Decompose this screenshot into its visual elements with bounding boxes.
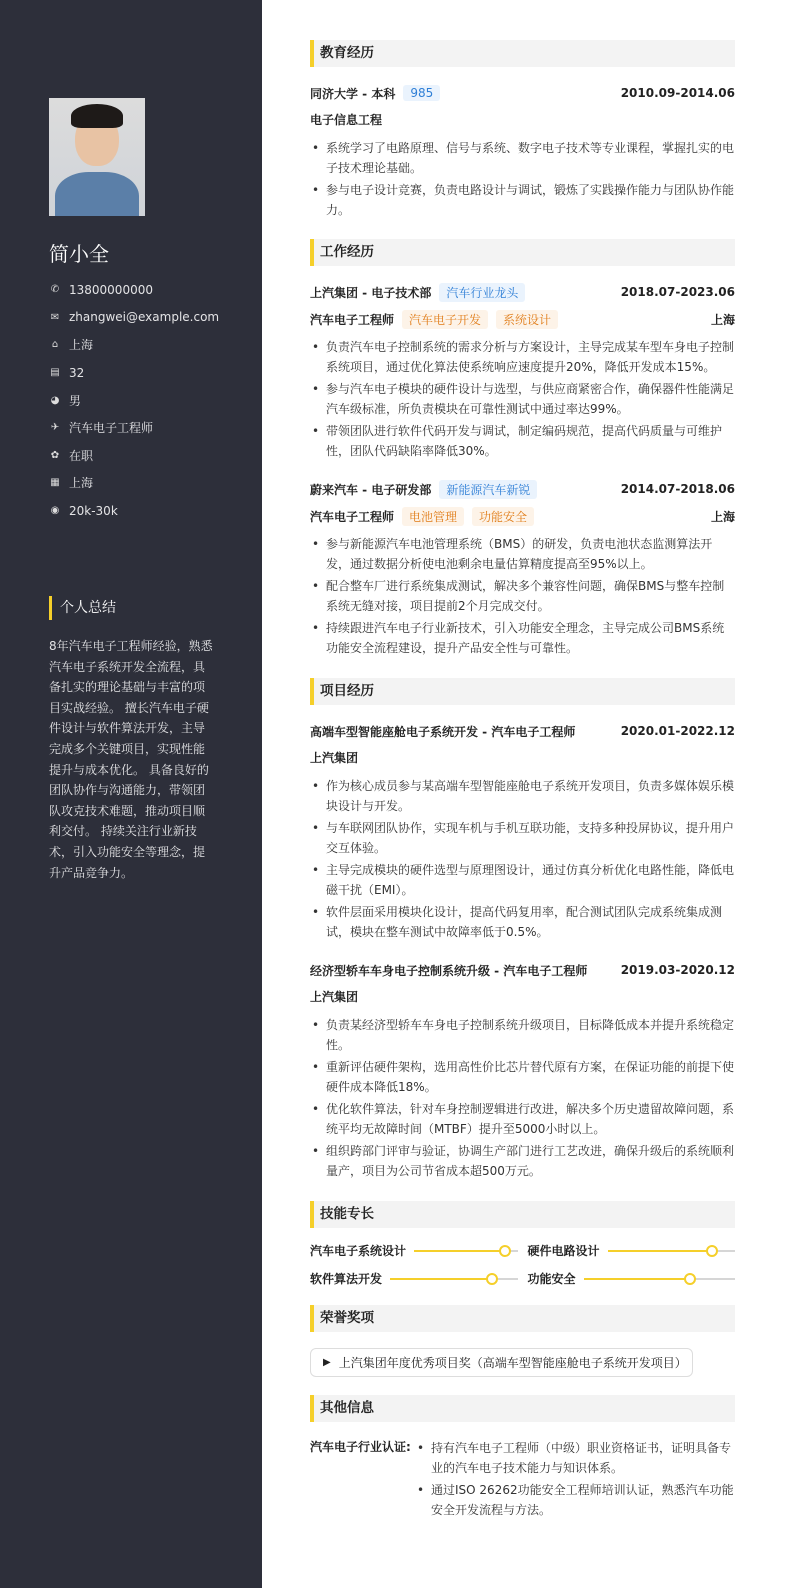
date: 2020.01-2022.12 — [620, 724, 735, 738]
bullet-list — [310, 776, 735, 942]
summary-text: 8年汽车电子工程师经验，熟悉汽车电子系统开发全流程，具备扎实的理论基础与丰富的项目实战经验。 擅长汽车电子硬件设计与软件算法开发，主导完成多个关键项目，实现性能提升与成本优化。 具备良好的团队协作与沟通能力，带领团队攻克技术难题，推动项目顺利交付。 持续关注行业新技术，引入功能安全等理念，提升产品竞争力。 — [49, 639, 213, 880]
project-name: 经济型轿车车身电子控制系统升级 - 汽车电子工程师 — [310, 963, 588, 978]
skill-tag: 电池管理 — [402, 507, 464, 526]
bullet-item: • 负责汽车电子控制系统的需求分析与方案设计，主导完成某车型车身电子控制系统项目，通过优化算法使系统响应速度提升20%，降低开发成本15%。 — [310, 337, 735, 377]
mail-icon: ✉ — [50, 311, 60, 323]
job-icon: ✈ — [50, 422, 60, 434]
skill-thumb[interactable] — [684, 1273, 696, 1285]
contact-text: 20k-30k — [69, 503, 118, 518]
bullet-item: • 参与新能源汽车电池管理系统（BMS）的研发，负责电池状态监测算法开发，通过数据分析使电池剩余电量估算精度提高至95%以上。 — [310, 534, 735, 574]
contact-text: 32 — [69, 365, 85, 380]
bullet-item: • 参与电子设计竞赛，负责电路设计与调试，锻炼了实践操作能力与团队协作能力。 — [310, 180, 735, 220]
date: 2018.07-2023.06 — [620, 285, 735, 299]
summary-title: 个人总结 — [49, 596, 116, 620]
bullet-item: • 软件层面采用模块化设计，提高代码复用率，配合测试团队完成系统集成测试，模块在整车测试中故障率低于0.5%。 — [310, 902, 735, 942]
contact-item — [49, 386, 249, 414]
contact-text: 男 — [69, 393, 82, 408]
sidebar — [0, 0, 262, 1588]
bullet-item: • 主导完成模块的硬件选型与原理图设计，通过仿真分析优化电路性能，降低电磁干扰（EMI）。 — [310, 860, 735, 900]
contact-item — [49, 497, 249, 525]
skill-tag: 汽车电子开发 — [402, 310, 488, 329]
role: 汽车电子工程师 — [310, 509, 395, 524]
bullet-item: • 重新评估硬件架构，选用高性价比芯片替代原有方案，在保证功能的前提下使硬件成本降低18%。 — [310, 1057, 735, 1097]
honor-item[interactable] — [310, 1348, 693, 1377]
bullet-list — [310, 337, 735, 461]
bullet-item: • 带领团队进行软件代码开发与调试，制定编码规范，提高代码质量与可维护性，团队代码缺陷率降低30%。 — [310, 421, 735, 461]
home-icon: ⌂ — [51, 339, 59, 351]
skill-thumb[interactable] — [486, 1273, 498, 1285]
skill-thumb[interactable] — [706, 1245, 718, 1257]
bullet-item: • 负责某经济型轿车车身电子控制系统升级项目，目标降低成本并提升系统稳定性。 — [310, 1015, 735, 1055]
salary-icon: ◉ — [50, 505, 60, 517]
phone-icon: ✆ — [50, 284, 60, 296]
candidate-name: 简小全 — [49, 242, 109, 266]
education-row — [310, 83, 735, 103]
project-org: 上汽集团 — [310, 990, 359, 1004]
bullet-item: • 通过ISO 26262功能安全工程师培训认证，熟悉汽车功能安全开发流程与方法。 — [415, 1480, 735, 1520]
city-icon: ▦ — [50, 477, 60, 489]
skill-item — [310, 1242, 518, 1259]
age-icon: ▤ — [50, 367, 60, 379]
project-name: 高端车型智能座舱电子系统开发 - 汽车电子工程师 — [310, 724, 576, 739]
bullet-item: • 参与汽车电子模块的硬件设计与选型，与供应商紧密合作，确保器件性能满足汽车级标准，所负责模块在可靠性测试中通过率达99%。 — [310, 379, 735, 419]
contact-item — [49, 469, 249, 497]
contact-item — [49, 331, 249, 359]
bullet-item: • 与车联网团队协作，实现车机与手机互联功能，支持多种投屏协议，提升用户交互体验。 — [310, 818, 735, 858]
date: 2010.09-2014.06 — [620, 86, 735, 100]
contact-text: 上海 — [69, 338, 94, 353]
contact-item — [49, 276, 249, 304]
bullet-item: • 配合整车厂进行系统集成测试，解决多个兼容性问题，确保BMS与整车控制系统无缝对接，项目提前2个月完成交付。 — [310, 576, 735, 616]
bullet-item: • 持续跟进汽车电子行业新技术，引入功能安全理念，主导完成公司BMS系统功能安全流程建设，提升产品安全性与可靠性。 — [310, 618, 735, 658]
project-header — [310, 960, 735, 980]
bullet-list — [310, 138, 735, 220]
contact-text: 上海 — [69, 476, 94, 491]
section-header: 荣誉奖项 — [310, 1305, 735, 1332]
date: 2014.07-2018.06 — [620, 482, 735, 496]
gender-icon: ◕ — [50, 394, 60, 406]
job-header — [310, 282, 735, 302]
project-header — [310, 721, 735, 741]
skill-slider[interactable] — [608, 1250, 735, 1252]
contact-text: 汽车电子工程师 — [69, 421, 154, 436]
skills-grid — [310, 1242, 735, 1287]
role: 汽车电子工程师 — [310, 312, 395, 327]
section-header: 工作经历 — [310, 239, 735, 266]
bullet-item: • 优化软件算法，针对车身控制逻辑进行改进，解决多个历史遗留故障问题，系统平均无故障时间（MTBF）提升至5000小时以上。 — [310, 1099, 735, 1139]
section-header: 技能专长 — [310, 1201, 735, 1228]
main-content — [310, 40, 735, 1522]
bullet-item: • 作为核心成员参与某高端车型智能座舱电子系统开发项目，负责多媒体娱乐模块设计与开发。 — [310, 776, 735, 816]
city: 上海 — [710, 312, 735, 327]
contact-list — [49, 276, 249, 524]
contact-item — [49, 359, 249, 387]
skill-name: 功能安全 — [527, 1272, 576, 1286]
company: 蔚来汽车 - 电子研发部 — [310, 482, 432, 497]
date: 2019.03-2020.12 — [620, 963, 735, 977]
major: 电子信息工程 — [310, 113, 383, 127]
skill-slider[interactable] — [390, 1278, 517, 1280]
skill-name: 汽车电子系统设计 — [310, 1244, 407, 1258]
contact-text: 在职 — [69, 448, 94, 463]
skill-item — [528, 1242, 736, 1259]
other-label: 汽车电子行业认证: — [310, 1440, 411, 1454]
job-role-row — [310, 309, 735, 329]
skill-tag: 功能安全 — [472, 507, 534, 526]
bullet-item: • 组织跨部门评审与验证，协调生产部门进行工艺改进，确保升级后的系统顺利量产，项目为公司节省成本超500万元。 — [310, 1141, 735, 1181]
skill-thumb[interactable] — [499, 1245, 511, 1257]
status-icon: ✿ — [50, 449, 60, 461]
honor-text: 上汽集团年度优秀项目奖（高端车型智能座舱电子系统开发项目） — [338, 1356, 687, 1370]
job-role-row — [310, 506, 735, 526]
school-tag: 985 — [403, 85, 440, 101]
bullet-item: • 系统学习了电路原理、信号与系统、数字电子技术等专业课程，掌握扎实的电子技术理论基础。 — [310, 138, 735, 178]
contact-item — [49, 414, 249, 442]
contact-text: 13800000000 — [69, 282, 153, 297]
skill-slider[interactable] — [414, 1250, 517, 1252]
bullet-list — [310, 1015, 735, 1181]
avatar — [49, 98, 145, 216]
other-info — [310, 1438, 735, 1522]
school: 同济大学 - 本科 — [310, 86, 396, 101]
bullet-list — [310, 534, 735, 658]
section-header: 项目经历 — [310, 678, 735, 705]
company: 上汽集团 - 电子技术部 — [310, 285, 432, 300]
job-header — [310, 479, 735, 499]
company-tag: 汽车行业龙头 — [439, 283, 525, 302]
section-header: 其他信息 — [310, 1395, 735, 1422]
skill-slider[interactable] — [584, 1278, 735, 1280]
project-org: 上汽集团 — [310, 751, 359, 765]
city: 上海 — [710, 509, 735, 524]
section-header: 教育经历 — [310, 40, 735, 67]
skill-name: 硬件电路设计 — [527, 1244, 600, 1258]
company-tag: 新能源汽车新锐 — [439, 480, 537, 499]
skill-tag: 系统设计 — [496, 310, 558, 329]
skill-item — [310, 1270, 518, 1287]
skill-item — [528, 1270, 736, 1287]
bullet-item: • 持有汽车电子工程师（中级）职业资格证书，证明具备专业的汽车电子技术能力与知识体系。 — [415, 1438, 735, 1478]
contact-item — [49, 304, 249, 332]
bullet-list — [415, 1438, 735, 1522]
skill-name: 软件算法开发 — [310, 1272, 383, 1286]
contact-text: zhangwei@example.com — [69, 310, 220, 325]
contact-item — [49, 442, 249, 470]
expand-triangle-icon: ▶ — [323, 1357, 331, 1368]
